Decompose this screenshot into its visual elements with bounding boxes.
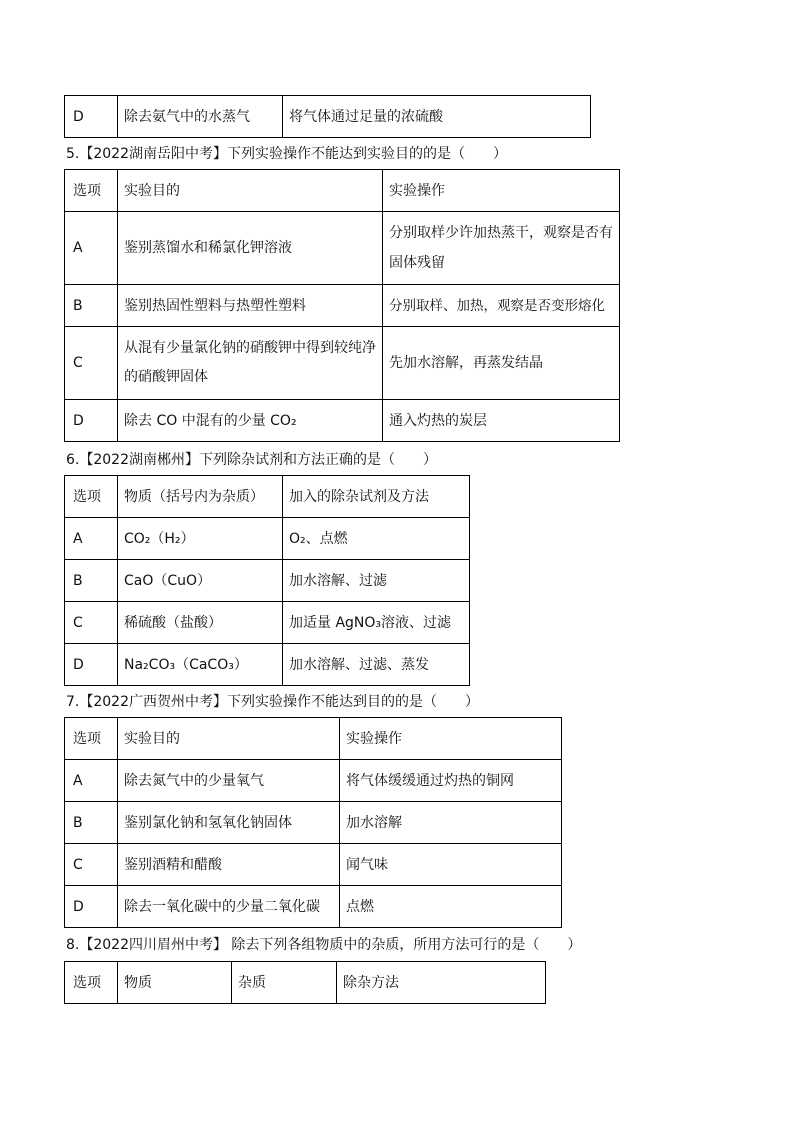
table-cell: 先加水溶解，再蒸发结晶 <box>383 327 620 400</box>
table-header-row <box>65 170 620 212</box>
table-cell: 加水溶解、过滤、蒸发 <box>283 644 470 686</box>
table-cell: 除去氮气中的少量氧气 <box>118 760 340 802</box>
table-cell: C <box>65 327 118 400</box>
table-cell: B <box>65 560 118 602</box>
table-cell: 从混有少量氯化钠的硝酸钾中得到较纯净的硝酸钾固体 <box>118 327 383 400</box>
table-cell: D <box>65 644 118 686</box>
table-cell: D <box>65 886 118 928</box>
table-cell: Na₂CO₃（CaCO₃） <box>118 644 283 686</box>
table-cell: CaO（CuO） <box>118 560 283 602</box>
table-row <box>65 644 470 686</box>
table-cell: 加水溶解 <box>340 802 562 844</box>
table-header-cell: 实验操作 <box>340 718 562 760</box>
table-cell: 除去一氧化碳中的少量二氧化碳 <box>118 886 340 928</box>
table-header-row <box>65 718 562 760</box>
table-cell: B <box>65 285 118 327</box>
table-row <box>65 844 562 886</box>
table-header-cell: 选项 <box>65 962 118 1004</box>
table-q7 <box>64 717 562 928</box>
table-cell: 闻气味 <box>340 844 562 886</box>
table-row <box>65 212 620 285</box>
table-header-cell: 实验目的 <box>118 718 340 760</box>
table-cell: C <box>65 602 118 644</box>
table-header-cell: 实验目的 <box>118 170 383 212</box>
table-header-cell: 物质（括号内为杂质） <box>118 476 283 518</box>
table-cell: C <box>65 844 118 886</box>
table-cell: A <box>65 212 118 285</box>
table-header-cell: 加入的除杂试剂及方法 <box>283 476 470 518</box>
table-cell: 鉴别酒精和醋酸 <box>118 844 340 886</box>
table-cell: 将气体缓缓通过灼热的铜网 <box>340 760 562 802</box>
table-q6 <box>64 475 470 686</box>
table-header-cell: 选项 <box>65 718 118 760</box>
table-prev-fragment <box>64 95 591 138</box>
table-cell: 鉴别氯化钠和氢氧化钠固体 <box>118 802 340 844</box>
question-6-stem: 6.【2022湖南郴州】下列除杂试剂和方法正确的是（ ） <box>66 452 437 468</box>
table-cell: A <box>65 518 118 560</box>
table-cell: D <box>65 96 118 138</box>
table-row <box>65 285 620 327</box>
table-row <box>65 327 620 400</box>
table-cell: 点燃 <box>340 886 562 928</box>
question-5-stem: 5.【2022湖南岳阳中考】下列实验操作不能达到实验目的的是（ ） <box>66 146 507 162</box>
table-cell: 加水溶解、过滤 <box>283 560 470 602</box>
table-row <box>65 560 470 602</box>
table-cell: 加适量 AgNO₃溶液、过滤 <box>283 602 470 644</box>
table-row <box>65 518 470 560</box>
table-cell: A <box>65 760 118 802</box>
table-row <box>65 886 562 928</box>
table-cell: 除去氨气中的水蒸气 <box>118 96 283 138</box>
table-row <box>65 760 562 802</box>
table-header-row <box>65 476 470 518</box>
table-header-cell: 选项 <box>65 476 118 518</box>
table-cell: 分别取样少许加热蒸干，观察是否有固体残留 <box>383 212 620 285</box>
table-row <box>65 96 591 138</box>
table-q8 <box>64 961 546 1004</box>
table-cell: 鉴别热固性塑料与热塑性塑料 <box>118 285 383 327</box>
table-row <box>65 602 470 644</box>
table-header-cell: 实验操作 <box>383 170 620 212</box>
table-cell: O₂、点燃 <box>283 518 470 560</box>
question-8-stem: 8.【2022四川眉州中考】 除去下列各组物质中的杂质，所用方法可行的是（ ） <box>66 937 582 953</box>
table-row <box>65 400 620 442</box>
table-cell: 通入灼热的炭层 <box>383 400 620 442</box>
table-cell: B <box>65 802 118 844</box>
table-cell: CO₂（H₂） <box>118 518 283 560</box>
table-cell: 分别取样、加热，观察是否变形熔化 <box>383 285 620 327</box>
table-header-row <box>65 962 546 1004</box>
table-q5 <box>64 169 620 442</box>
table-cell: 稀硫酸（盐酸） <box>118 602 283 644</box>
question-7-stem: 7.【2022广西贺州中考】下列实验操作不能达到目的的是（ ） <box>66 694 479 710</box>
table-row <box>65 802 562 844</box>
table-cell: 除去 CO 中混有的少量 CO₂ <box>118 400 383 442</box>
table-header-cell: 除杂方法 <box>337 962 546 1004</box>
table-cell: D <box>65 400 118 442</box>
table-header-cell: 杂质 <box>232 962 337 1004</box>
table-cell: 将气体通过足量的浓硫酸 <box>283 96 591 138</box>
table-header-cell: 选项 <box>65 170 118 212</box>
table-cell: 鉴别蒸馏水和稀氯化钾溶液 <box>118 212 383 285</box>
table-header-cell: 物质 <box>118 962 232 1004</box>
